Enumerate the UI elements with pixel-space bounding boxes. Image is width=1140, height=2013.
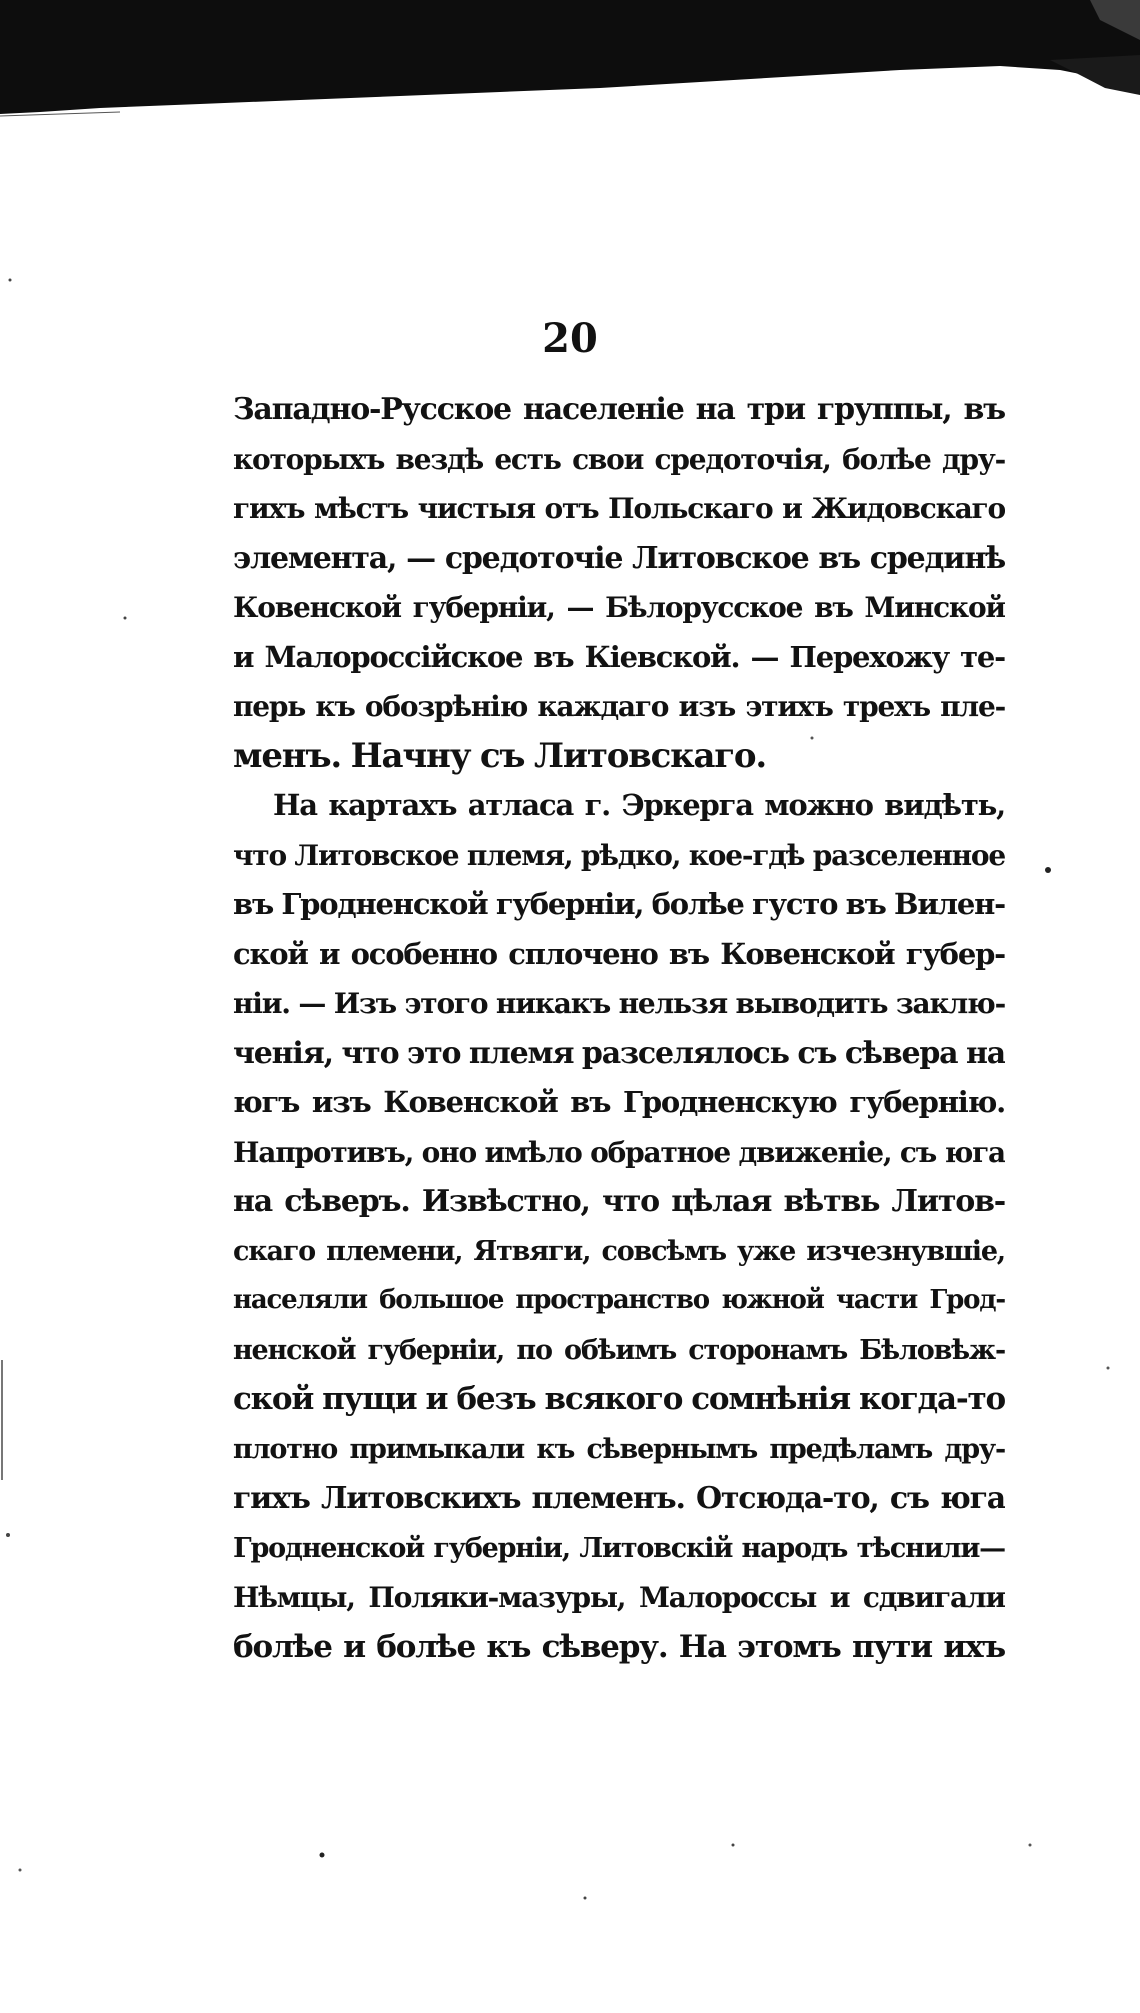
speck <box>584 1897 587 1900</box>
text-line: болѣе и болѣе къ сѣверу. На этомъ пути ихъ <box>233 1628 1005 1665</box>
text-line: гихъ Литовскихъ племенъ. Отсюда-то, съ юга <box>233 1481 1005 1516</box>
page-number: 20 <box>542 315 598 362</box>
text-line: перь къ обозрѣнію каждаго изъ этихъ трехъ пле- <box>233 690 1005 723</box>
paragraph-1 <box>233 385 1005 781</box>
speck <box>19 1869 22 1872</box>
text-line: ской пущи и безъ всякого сомнѣнія когда-то <box>233 1381 1005 1417</box>
speck <box>1045 867 1051 873</box>
text-line: Гродненской губерніи, Литовскій народъ тѣснили— <box>233 1532 1005 1564</box>
text-line: менъ. Начну съ Литовскаго. <box>233 735 767 776</box>
speck <box>1029 1844 1032 1847</box>
body-text <box>233 385 1005 1672</box>
text-line: Западно-Русское населеніе на три группы, въ <box>233 392 1005 427</box>
speck <box>1107 1367 1110 1370</box>
text-line: въ Гродненской губерніи, болѣе густо въ Вилен- <box>233 887 1005 921</box>
text-line: населяли большое пространство южной части Грод- <box>233 1285 1005 1315</box>
text-line: Напротивъ, оно имѣло обратное движеніе, съ юга <box>233 1135 1005 1169</box>
text-line: ской и особенно сплочено въ Ковенской губер- <box>233 936 1005 971</box>
speck <box>6 1533 10 1537</box>
scan-dark-top-edge <box>0 0 1140 120</box>
left-edge-mark <box>1 1360 3 1480</box>
text-line: на сѣверъ. Извѣстно, что цѣлая вѣтвь Литов- <box>233 1184 1005 1219</box>
text-line: Нѣмцы, Поляки-мазуры, Малороссы и сдвигали <box>233 1581 1005 1614</box>
speck <box>320 1853 325 1858</box>
text-line: и Малороссійское въ Кіевской. — Перехожу те- <box>233 639 1005 674</box>
speck <box>9 279 12 282</box>
text-line: что Литовское племя, рѣдко, кое-гдѣ разселенное <box>233 838 1005 872</box>
text-line: элемента, — средоточіе Литовское въ срединѣ <box>233 540 1005 576</box>
text-line: На картахъ атласа г. Эркерга можно видѣть, <box>273 788 1005 822</box>
speck <box>124 617 127 620</box>
text-line: Ковенской губерніи, — Бѣлорусское въ Минской <box>233 591 1005 624</box>
text-line: ніи. — Изъ этого никакъ нельзя выводить заклю- <box>233 987 1005 1020</box>
text-line: югъ изъ Ковенской въ Гродненскую губернію. <box>233 1085 1005 1119</box>
text-line: ненской губерніи, по обѣимъ сторонамъ Бѣловѣж- <box>233 1334 1005 1366</box>
speck <box>732 1844 735 1847</box>
text-line: скаго племени, Ятвяги, совсѣмъ уже изчезнувшіе, <box>233 1235 1005 1267</box>
paragraph-2 <box>233 781 1005 1672</box>
text-line: которыхъ вездѣ есть свои средоточія, болѣе дру- <box>233 442 1005 476</box>
text-line: плотно примыкали къ сѣвернымъ предѣламъ дру- <box>233 1433 1005 1465</box>
text-line: гихъ мѣстъ чистыя отъ Польскаго и Жидовскаго <box>233 492 1005 525</box>
text-line: ченія, что это племя разселялось съ сѣвера на <box>233 1035 1005 1071</box>
